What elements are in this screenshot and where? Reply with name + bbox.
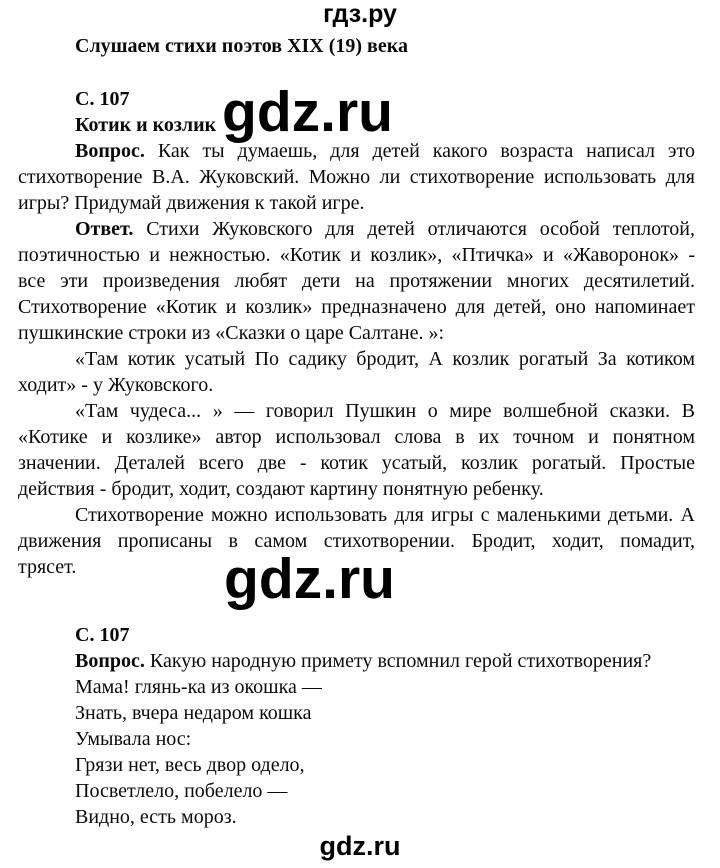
paragraph-line: «Котике и козлике» автор использовал слова в их точном и понятном bbox=[18, 426, 695, 448]
paragraph-line: движения прописаны в самом стихотворении. Бродит, ходит, помадит, bbox=[18, 530, 695, 552]
quote-line: «Там котик усатый По садику бродит, А козлик рогатый За котиком bbox=[75, 348, 695, 370]
answer-1-line: поэтичностью и нежностью. «Котик и козлик», «Птичка» и «Жаворонок» - bbox=[18, 244, 695, 266]
poem-line: Видно, есть мороз. bbox=[75, 806, 237, 828]
question-2-text: Какую народную примету вспомнил герой стихотворения? bbox=[149, 650, 652, 672]
poem-line: Грязи нет, весь двор одело, bbox=[75, 754, 305, 776]
question-2-line bbox=[18, 648, 695, 674]
question-1-line: игры? Придумай движения к такой игре. bbox=[18, 192, 365, 214]
gdz-watermark-1: gdz.ru bbox=[222, 80, 393, 144]
page-reference-2: С. 107 bbox=[75, 624, 130, 646]
section-title: Котик и козлик bbox=[75, 114, 217, 136]
poem-line: Умывала нос: bbox=[75, 728, 192, 750]
site-logo: гдз.ру bbox=[323, 0, 397, 28]
poem-line: Мама! глянь-ка из окошка — bbox=[75, 676, 322, 698]
paragraph-line: «Там чудеса... » — говорил Пушкин о мире волшебной сказки. В bbox=[75, 400, 695, 422]
answer-1-line: все эти произведения любят дети на протяжении многих десятилетий. bbox=[18, 270, 695, 292]
gdz-watermark-2: gdz.ru bbox=[224, 547, 395, 611]
footer-logo: gdz.ru bbox=[319, 831, 401, 861]
paragraph-line: Стихотворение можно использовать для игры с маленькими детьми. А bbox=[75, 504, 695, 526]
question-1-line: стихотворение В.А. Жуковский. Можно ли стихотворение использовать для bbox=[18, 166, 695, 188]
question-1-label: Вопрос. bbox=[75, 140, 145, 162]
question-1-text: Как ты думаешь, для детей какого возраста написал это bbox=[157, 140, 695, 162]
answer-1-text: Стихи Жуковского для детей отличаются особой теплотой, bbox=[146, 218, 696, 240]
document-content bbox=[18, 0, 695, 830]
answer-1-line: Стихотворение «Котик и козлик» предназначено для детей, оно напоминает bbox=[18, 296, 695, 318]
question-1-line bbox=[18, 138, 695, 164]
answer-1-line bbox=[18, 216, 695, 242]
document-heading: Слушаем стихи поэтов XIX (19) века bbox=[75, 35, 408, 57]
question-2-label: Вопрос. bbox=[75, 650, 145, 672]
paragraph-line: действия - бродит, ходит, создают картину понятную ребенку. bbox=[18, 478, 544, 500]
answer-1-line: пушкинские строки из «Сказки о царе Салтане. »: bbox=[18, 322, 445, 344]
paragraph-line: трясет. bbox=[18, 556, 77, 578]
paragraph-line: значении. Деталей всего две - котик усатый, козлик рогатый. Простые bbox=[18, 452, 695, 474]
answer-1-label: Ответ. bbox=[75, 218, 134, 240]
poem-line: Знать, вчера недаром кошка bbox=[75, 702, 312, 724]
page-reference-1: С. 107 bbox=[75, 88, 130, 110]
poem-line: Посветлело, побелело — bbox=[75, 780, 288, 802]
quote-line: ходит» - у Жуковского. bbox=[18, 374, 214, 396]
